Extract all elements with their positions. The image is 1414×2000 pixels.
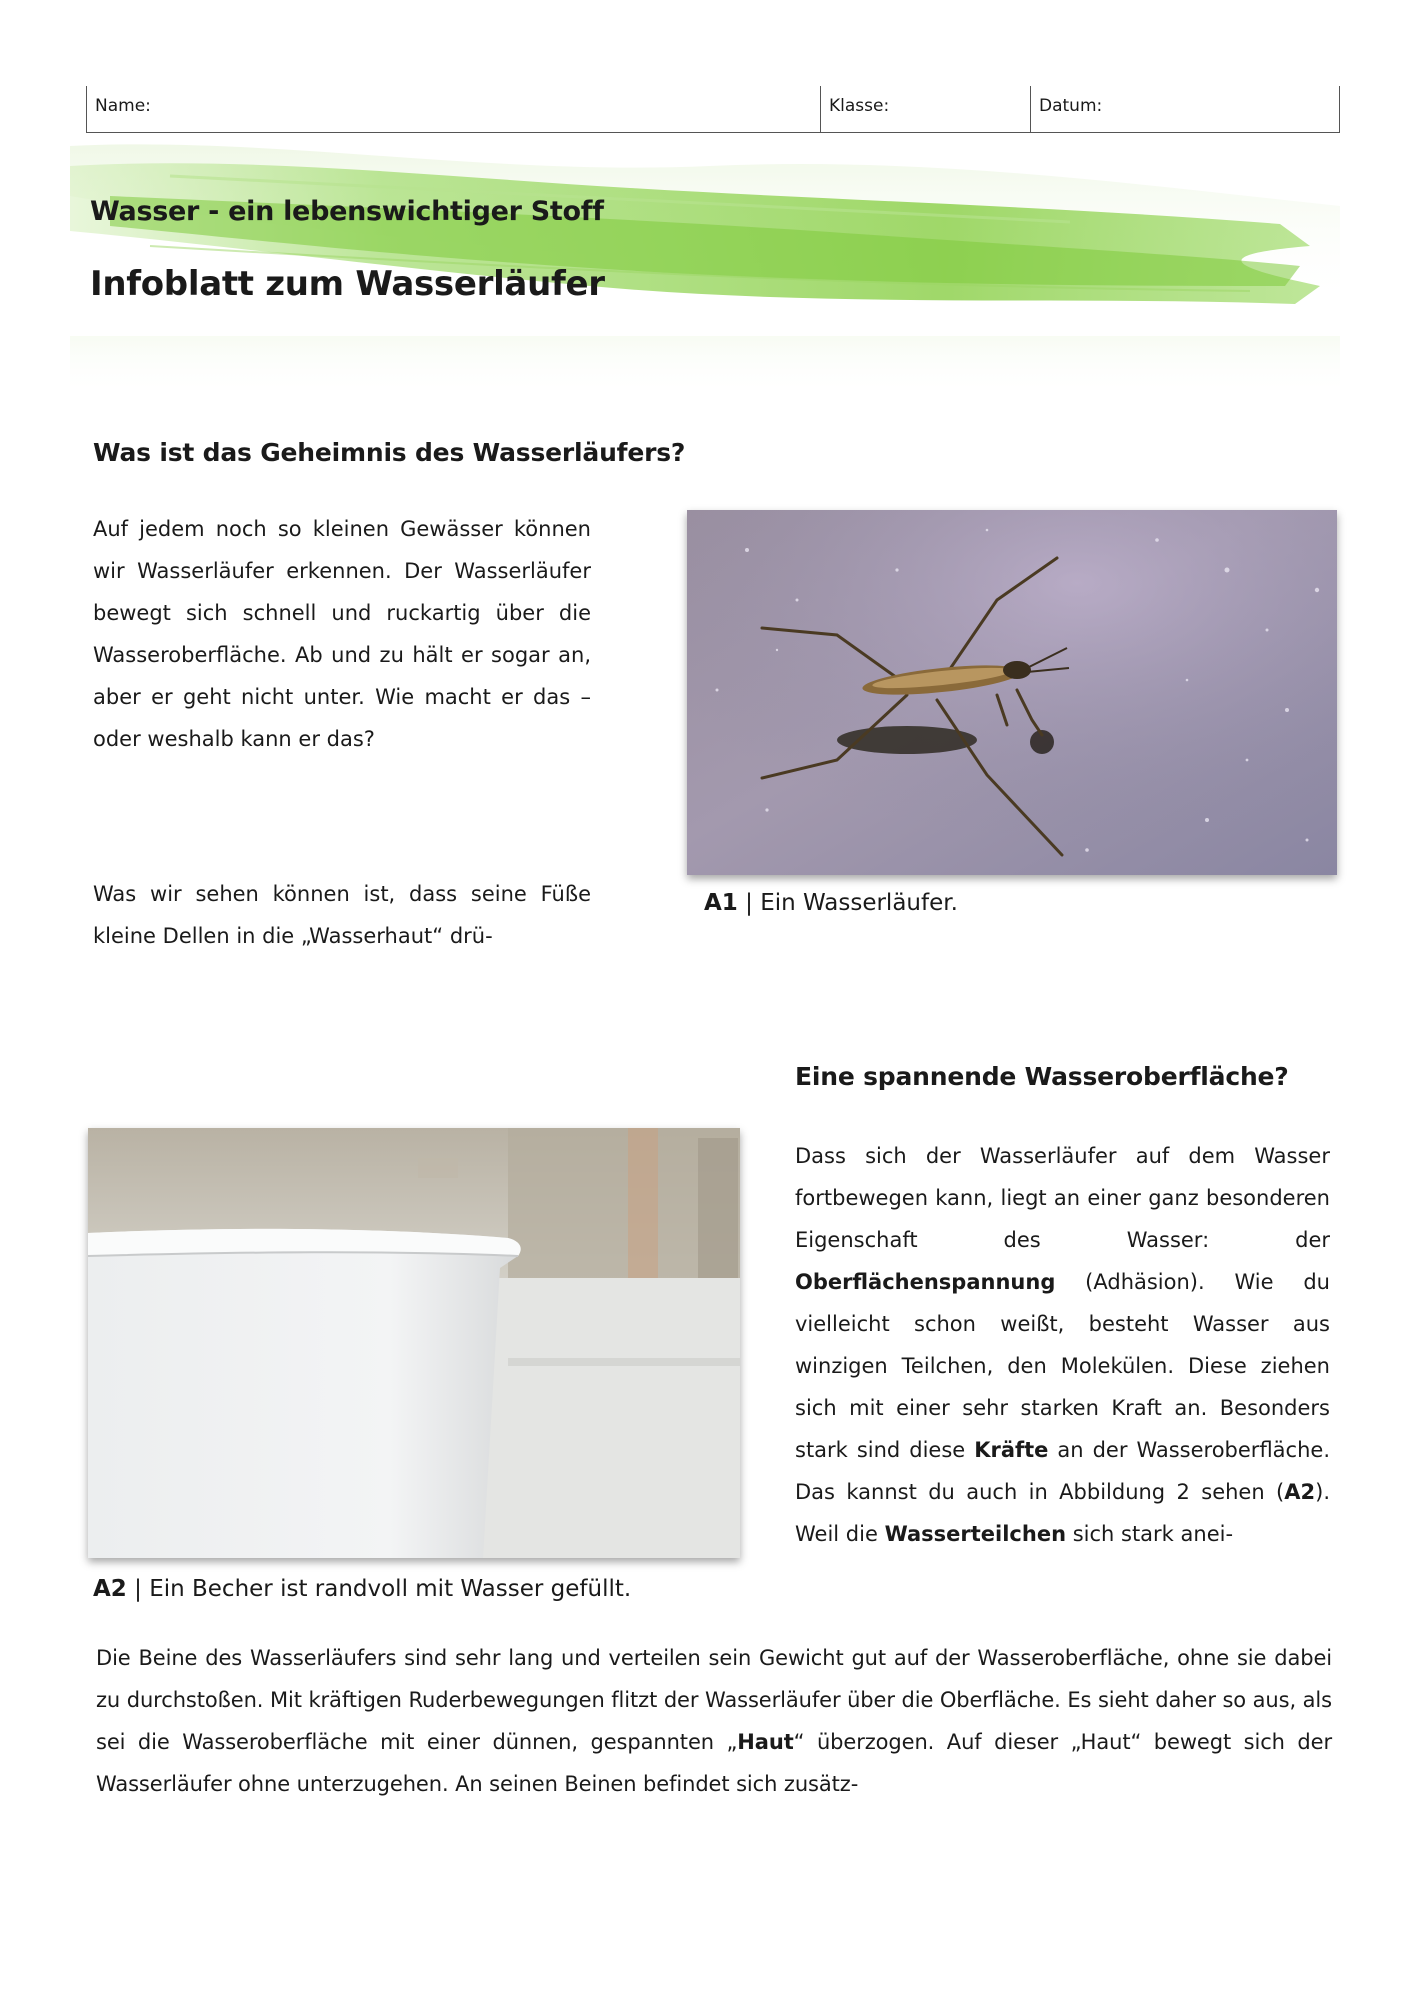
text-run: (Adhäsion). Wie du vielleicht schon weißt, besteht Wasser aus winzigen Teilchen, den Molekülen. Diese ziehen sich mit einer sehr starken Kraft an. Besonders stark sind diese [795,1270,1330,1462]
class-label: Klasse: [829,96,890,116]
name-label: Name: [95,96,151,116]
section1-paragraph2: Was wir sehen können ist, dass seine Füße kleine Dellen in die „Wasserhaut“ drü- [93,882,591,948]
figure2-label: A2 [93,1576,127,1602]
date-label: Datum: [1039,96,1103,116]
section1-heading: Was ist das Geheimnis des Wasserläufers? [93,438,686,467]
text-run: Dass sich der Wasserläufer auf dem Wasser fortbewegen kann, liegt an einer ganz besonderen Eigenschaft des Wasser: der [795,1144,1330,1252]
bold-term-oberflaechenspannung: Oberflächenspannung [795,1270,1056,1294]
figure2-caption [93,1576,631,1602]
text-run: sich stark anei- [1066,1522,1234,1546]
figure1-caption [704,890,958,916]
text-run: “ überzogen. Auf dieser „Haut“ bewegt sich der Wasserläufer ohne unterzugehen. An seinen Beinen befindet sich zusätz- [96,1730,1332,1796]
header-fields [86,86,1340,133]
section1-paragraph1: Auf jedem noch so kleinen Gewässer können wir Wasserläufer erkennen. Der Wasserläufer bewegt sich schnell und ruckartig über die Wasseroberfläche. Ab und zu hält er sogar an, aber er geht nicht unter. Wie macht er das – oder weshalb kann er das? [93,517,591,751]
page-title: Infoblatt zum Wasserläufer [90,264,605,304]
section2-paragraph [795,1135,1330,1555]
class-field[interactable] [821,86,1031,132]
bold-term-kraefte: Kräfte [974,1438,1049,1462]
figure1-separator: | [737,890,761,916]
figure1-caption-text: Ein Wasserläufer. [760,890,958,916]
subject-heading: Wasser - ein lebenswichtiger Stoff [90,196,604,227]
bottom-paragraph [96,1637,1332,1805]
figure1-label: A1 [704,890,738,916]
water-strider-photo [687,510,1337,875]
date-field[interactable] [1031,86,1339,132]
figure2-caption-text: Ein Becher ist randvoll mit Wasser gefüllt. [149,1576,632,1602]
water-cup-photo [88,1128,740,1558]
bold-term-wasserteilchen: Wasserteilchen [884,1522,1067,1546]
text-run: an der Wasseroberfläche. Das kannst du auch in Abbildung 2 sehen ( [795,1438,1330,1504]
figure2-separator: | [126,1576,150,1602]
section2-heading: Eine spannende Wasseroberfläche? [795,1062,1289,1091]
bold-term-a2: A2 [1284,1480,1316,1504]
text-run: Die Beine des Wasserläufers sind sehr lang und verteilen sein Gewicht gut auf der Wasseroberfläche, ohne sie dabei zu durchstoßen. Mit kräftigen Ruderbewegungen flitzt der Wasserläufer über die Oberfläche. Es sieht daher so aus, als sei die Wasseroberfläche mit einer dünnen, gespannten „ [96,1646,1332,1754]
name-field[interactable] [87,86,821,132]
text-run: ). Weil die [795,1480,1330,1546]
bold-term-haut: Haut [737,1730,794,1754]
